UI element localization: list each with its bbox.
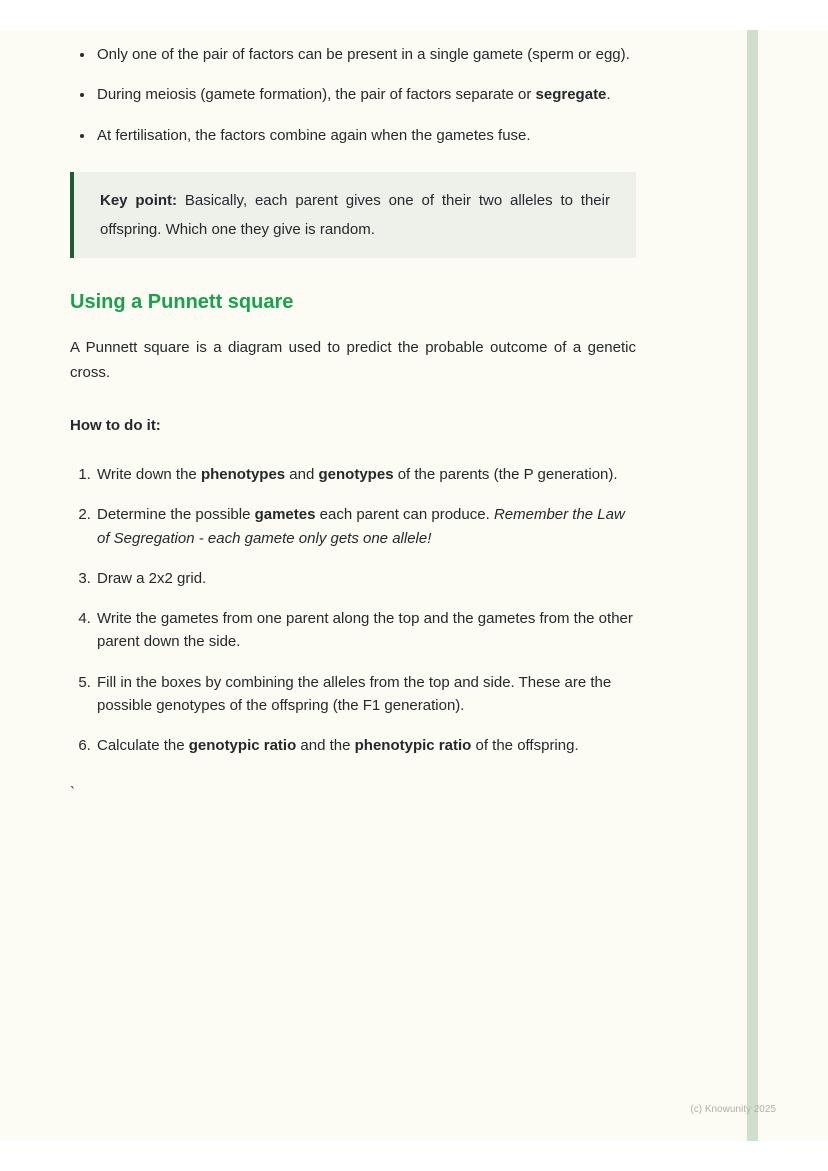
list-item: • Only one of the pair of factors can be present in a single gamete (sperm or egg).: [95, 43, 636, 66]
document-content: [70, 30, 636, 805]
list-item: 3. Draw a 2x2 grid.: [95, 567, 636, 590]
keypoint-paragraph: [100, 186, 610, 245]
stray-backtick: `: [70, 784, 75, 802]
section-heading: Using a Punnett square: [70, 291, 294, 314]
list-item: 6. Calculate the genotypic ratio and the phenotypic ratio of the offspring.: [95, 734, 636, 757]
list-item: • At fertilisation, the factors combine again when the gametes fuse.: [95, 124, 636, 147]
list-item: 1. Write down the phenotypes and genotypes of the parents (the P generation).: [95, 463, 636, 486]
keypoint-label: Key point:: [100, 191, 178, 209]
list-item: 2. Determine the possible gametes each parent can produce. Remember the Law of Segregation - each gamete only gets one allele!: [95, 503, 636, 550]
list-item: • During meiosis (gamete formation), the pair of factors separate or segregate.: [95, 83, 636, 106]
steps-list: [70, 463, 636, 757]
copyright-footer: (c) Knowunity 2025: [690, 1104, 776, 1115]
document-page: [0, 30, 828, 1141]
bullet-list: [70, 43, 636, 147]
decorative-stripe: [747, 30, 758, 1141]
keypoint-callout: [70, 172, 636, 259]
list-item: 5. Fill in the boxes by combining the alleles from the top and side. These are the possible genotypes of the offspring (the F1 generation).: [95, 671, 636, 718]
how-to-label: How to do it:: [70, 416, 161, 434]
keypoint-text: Basically, each parent gives one of their two alleles to their offspring. Which one they give is random.: [100, 191, 610, 238]
list-item: 4. Write the gametes from one parent along the top and the gametes from the other parent down the side.: [95, 607, 636, 654]
intro-paragraph: A Punnett square is a diagram used to predict the probable outcome of a genetic cross.: [70, 339, 636, 381]
